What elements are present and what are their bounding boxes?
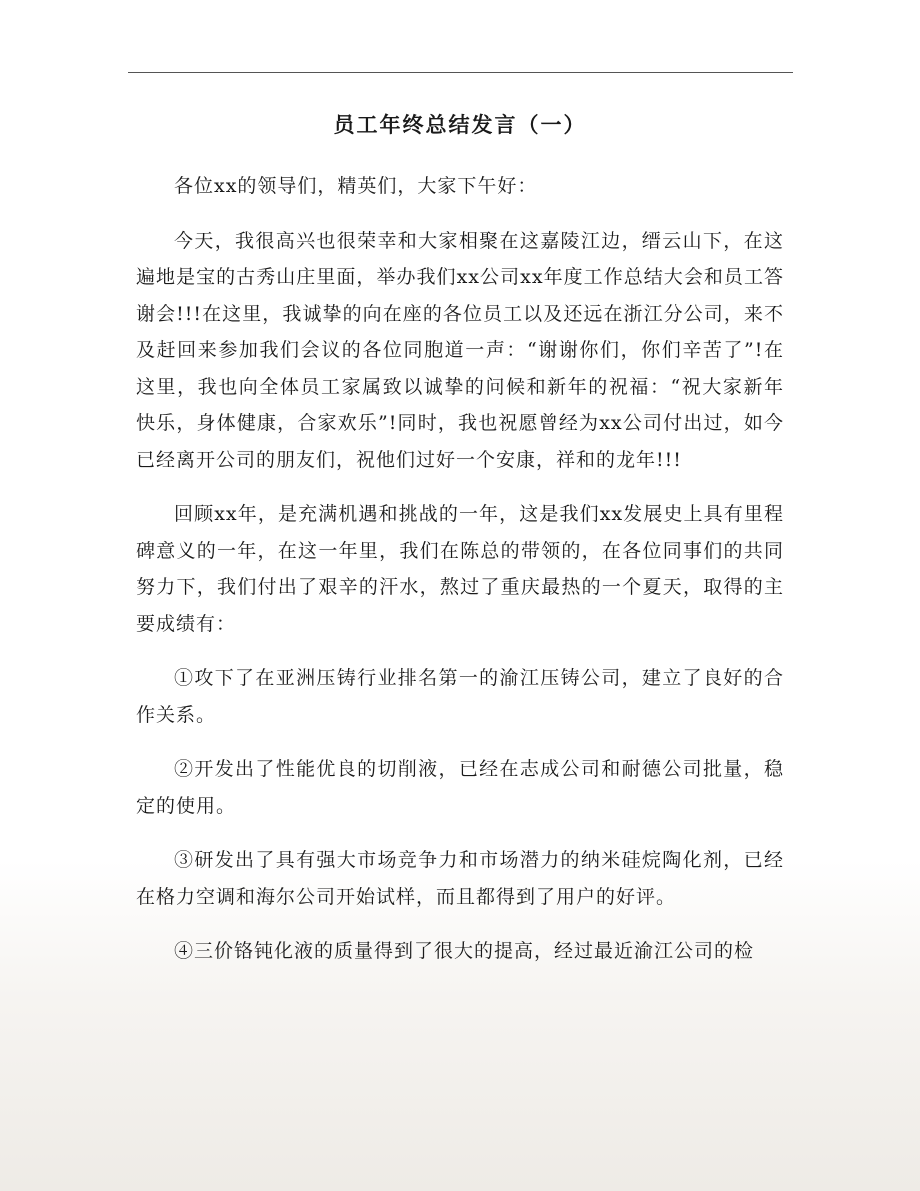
paragraph-opening: 今天，我很高兴也很荣幸和大家相聚在这嘉陵江边，缙云山下，在这遍地是宝的古秀山庄里面，举办我们xx公司xx年度工作总结大会和员工答谢会!!!在这里，我诚挚的向在座的各位员工以及还远在浙江分公司，来不及赶回来参加我们会议的各位同胞道一声：“谢谢你们，你们辛苦了”!在这里，我也向全体员工家属致以诚挚的问候和新年的祝福：“祝大家新年快乐，身体健康，合家欢乐”!同时，我也祝愿曾经为xx公司付出过，如今已经离开公司的朋友们，祝他们过好一个安康，祥和的龙年!!! [136,229,784,471]
header-rule [128,72,793,73]
paragraph-achievement-1: ①攻下了在亚洲压铸行业排名第一的渝江压铸公司，建立了良好的合作关系。 [136,667,784,726]
paragraph-achievement-2: ②开发出了性能优良的切削液，已经在志成公司和耐德公司批量，稳定的使用。 [136,758,784,817]
document-title: 员工年终总结发言（一） [333,113,587,137]
paragraph-review: 回顾xx年，是充满机遇和挑战的一年，这是我们xx发展史上具有里程碑意义的一年，在这一年里，我们在陈总的带领的，在各位同事们的共同努力下，我们付出了艰辛的汗水，熬过了重庆最热的一个夏天，取得的主要成绩有： [136,503,784,635]
paragraph-greeting: 各位xx的领导们，精英们，大家下午好： [174,175,538,197]
paragraph-achievement-3: ③研发出了具有强大市场竞争力和市场潜力的纳米硅烷陶化剂，已经在格力空调和海尔公司开始试样，而且都得到了用户的好评。 [136,849,784,908]
document-body [136,168,784,988]
paragraph-achievement-4: ④三价铬钝化液的质量得到了很大的提高，经过最近渝江公司的检 [174,940,755,962]
